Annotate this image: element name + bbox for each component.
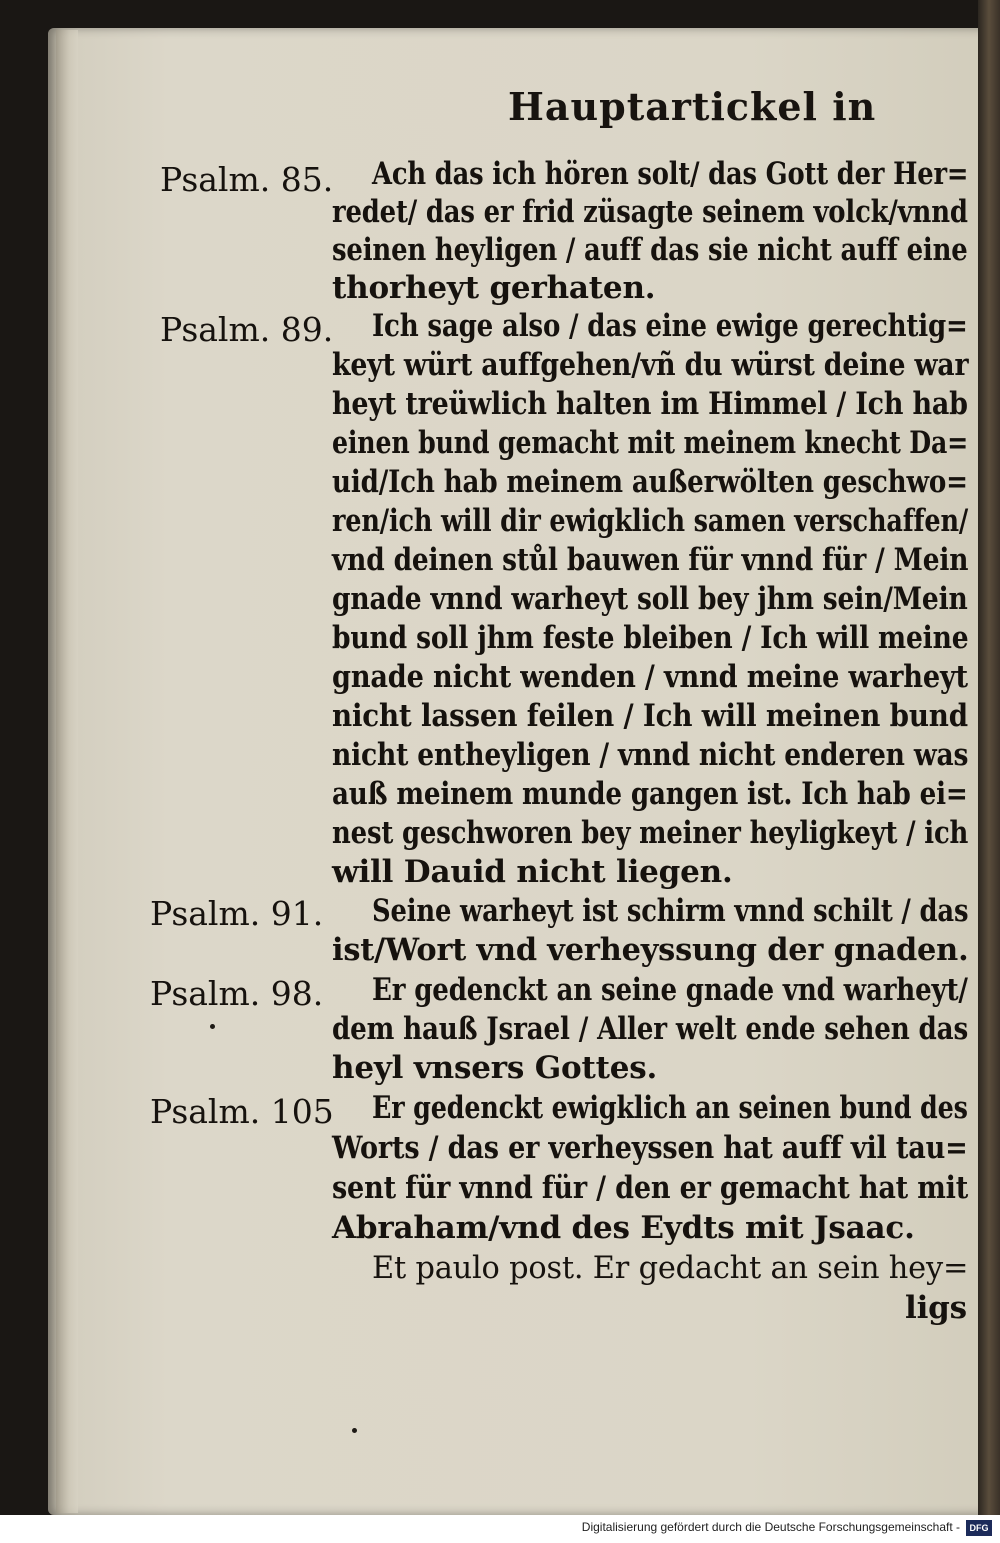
text-line: Seine warheyt ist schirm vnnd schilt / das bbox=[372, 893, 969, 929]
ink-speck bbox=[352, 1428, 357, 1433]
text-line: will Dauid nicht liegen. bbox=[332, 854, 733, 890]
text-line: nest geschworen bey meiner heyligkeyt / ich bbox=[332, 815, 969, 851]
text-line: bund soll jhm feste bleiben / Ich will meine bbox=[332, 620, 969, 656]
catchword: ligs bbox=[905, 1290, 967, 1326]
text-line: Er gedenckt an seine gnade vnd warheyt/ bbox=[372, 972, 968, 1008]
running-header: Hauptartickel in bbox=[508, 84, 877, 129]
text-line: ren/ich will dir ewigklich samen verschaffen/ bbox=[332, 503, 969, 539]
psalm-reference: Psalm. 98. bbox=[150, 974, 324, 1013]
text-line: ist/Wort vnd verheyssung der gnaden. bbox=[332, 932, 969, 968]
text-line: Er gedenckt ewigklich an seinen bund des bbox=[372, 1090, 968, 1126]
psalm-reference: Psalm. 91. bbox=[150, 894, 324, 933]
text-line: heyl vnsers Gottes. bbox=[332, 1050, 658, 1086]
text-line: gnade nicht wenden / vnnd meine warheyt bbox=[332, 659, 968, 695]
dfg-logo: DFG bbox=[966, 1520, 992, 1536]
psalm-reference: Psalm. 89. bbox=[160, 310, 334, 349]
text-line: redet/ das er frid züsagte seinem volck/vnnd bbox=[332, 194, 968, 230]
text-line: auß meinem munde gangen ist. Ich hab ei= bbox=[332, 776, 968, 812]
text-line: heyt treüwlich halten im Himmel / Ich hab bbox=[332, 386, 968, 422]
text-line: nicht lassen feilen / Ich will meinen bund bbox=[332, 698, 968, 734]
text-line: Et paulo post. Er gedacht an sein hey= bbox=[372, 1250, 969, 1286]
psalm-reference: Psalm. 85. bbox=[160, 160, 334, 199]
text-line: Ach das ich hören solt/ das Gott der Her= bbox=[372, 156, 969, 192]
text-line: nicht entheyligen / vnnd nicht enderen was bbox=[332, 737, 969, 773]
text-line: keyt würt auffgehen/vñ du würst deine war bbox=[332, 347, 969, 383]
margin-dot bbox=[210, 1024, 215, 1029]
text-line: dem hauß Jsrael / Aller welt ende sehen das bbox=[332, 1011, 969, 1047]
digitization-footer bbox=[0, 1515, 1000, 1543]
text-line: Worts / das er verheyssen hat auff vil tau= bbox=[332, 1130, 968, 1166]
text-line: gnade vnnd warheyt soll bey jhm sein/Mein bbox=[332, 581, 968, 617]
psalm-reference: Psalm. 105 bbox=[150, 1092, 334, 1131]
book-right-edge bbox=[978, 0, 1000, 1515]
text-line: sent für vnnd für / den er gemacht hat mit bbox=[332, 1170, 969, 1206]
page-gutter bbox=[56, 30, 78, 1513]
text-line: uid/Ich hab meinem außerwölten geschwo= bbox=[332, 464, 968, 500]
funding-notice: Digitalisierung gefördert durch die Deutsche Forschungsgemeinschaft - bbox=[581, 1520, 960, 1534]
text-line: einen bund gemacht mit meinem knecht Da= bbox=[332, 425, 969, 461]
text-line: Ich sage also / das eine ewige gerechtig= bbox=[372, 308, 968, 344]
text-line: seinen heyligen / auff das sie nicht auff eine bbox=[332, 232, 968, 268]
text-line: vnd deinen stůl bauwen für vnnd für / Mein bbox=[332, 542, 969, 578]
text-line: Abraham/vnd des Eydts mit Jsaac. bbox=[332, 1210, 915, 1246]
text-line: thorheyt gerhaten. bbox=[332, 270, 656, 306]
